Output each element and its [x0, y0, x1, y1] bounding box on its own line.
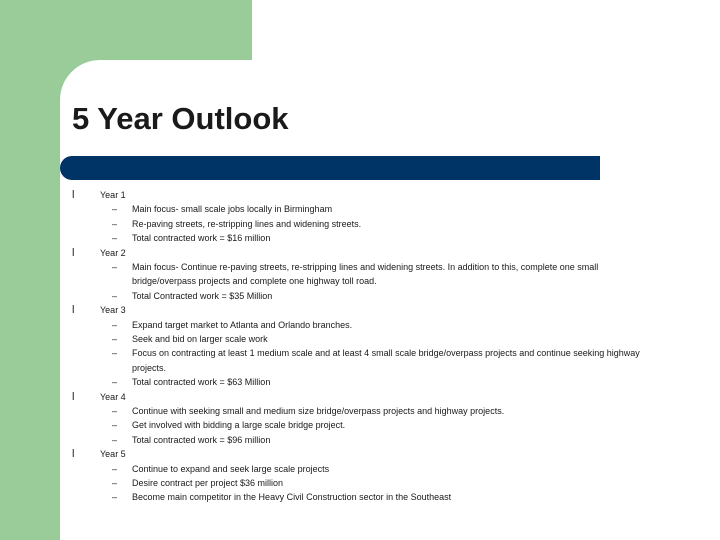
dash-icon: –: [112, 348, 118, 359]
bullet-icon: l: [72, 304, 75, 317]
sub-item: [72, 375, 672, 389]
dash-icon: –: [112, 334, 118, 345]
dash-icon: –: [112, 319, 118, 330]
sub-item: [72, 260, 672, 289]
sub-item: [72, 404, 672, 418]
year-item: [72, 188, 672, 202]
bullet-icon: l: [72, 448, 75, 461]
sub-item: [72, 433, 672, 447]
sub-item-text: Focus on contracting at least 1 medium scale and at least 4 small scale bridge/overpass projects and continue seeking highway projects.: [132, 348, 640, 373]
dash-icon: –: [112, 377, 118, 388]
dash-icon: –: [112, 420, 118, 431]
dash-icon: –: [112, 262, 118, 272]
sub-item-text: Become main competitor in the Heavy Civil Construction sector in the Southeast: [132, 492, 452, 503]
dash-icon: –: [112, 434, 118, 445]
sub-item: [72, 332, 672, 346]
sub-item-text: Total contracted work = $63 Million: [132, 377, 271, 388]
sub-item-text: Seek and bid on larger scale work: [132, 334, 268, 345]
sub-item-text: Total contracted work = $16 million: [132, 233, 271, 244]
sub-item-text: Re-paving streets, re-stripping lines and widening streets.: [132, 218, 362, 229]
year-label: Year 2: [100, 247, 126, 258]
dash-icon: –: [112, 406, 118, 417]
year-label: Year 4: [100, 391, 126, 402]
year-item: [72, 246, 672, 260]
dash-icon: –: [112, 492, 118, 503]
sub-item: [72, 490, 672, 504]
dash-icon: –: [112, 218, 118, 229]
sub-item: [72, 418, 672, 432]
sub-item-text: Main focus- Continue re-paving streets, re-stripping lines and widening streets. In addition to this, complete one small bridge/overpass projects and complete one highway toll road.: [132, 262, 599, 287]
year-label: Year 3: [100, 305, 126, 316]
sub-item-text: Desire contract per project $36 million: [132, 478, 284, 489]
title-underline-bar: [60, 156, 600, 180]
dash-icon: –: [112, 463, 118, 474]
year-label: Year 1: [100, 190, 126, 200]
dash-icon: –: [112, 290, 118, 301]
sub-item-text: Continue with seeking small and medium size bridge/overpass projects and highway projects.: [132, 406, 505, 417]
sub-item-text: Total Contracted work = $35 Million: [132, 290, 273, 301]
sub-item: [72, 217, 672, 231]
year-item: [72, 303, 672, 317]
sub-item: [72, 231, 672, 245]
sub-item-text: Get involved with bidding a large scale bridge project.: [132, 420, 346, 431]
bullet-icon: l: [72, 246, 75, 259]
sub-item: [72, 202, 672, 216]
sub-item-text: Total contracted work = $96 million: [132, 434, 271, 445]
year-item: [72, 447, 672, 461]
sub-item: [72, 289, 672, 303]
sub-item-text: Main focus- small scale jobs locally in Birmingham: [132, 204, 333, 215]
bullet-icon: l: [72, 390, 75, 403]
dash-icon: –: [112, 478, 118, 489]
dash-icon: –: [112, 233, 118, 244]
year-label: Year 5: [100, 449, 126, 460]
sub-item-text: Continue to expand and seek large scale projects: [132, 463, 330, 474]
sub-item: [72, 462, 672, 476]
sub-item: [72, 346, 672, 375]
slide-title: 5 Year Outlook: [72, 101, 289, 136]
dash-icon: –: [112, 204, 118, 215]
year-item: [72, 390, 672, 404]
sub-item-text: Expand target market to Atlanta and Orlando branches.: [132, 319, 353, 330]
outline-list: [72, 188, 672, 505]
bullet-icon: l: [72, 189, 75, 201]
sub-item: [72, 476, 672, 490]
sub-item: [72, 318, 672, 332]
